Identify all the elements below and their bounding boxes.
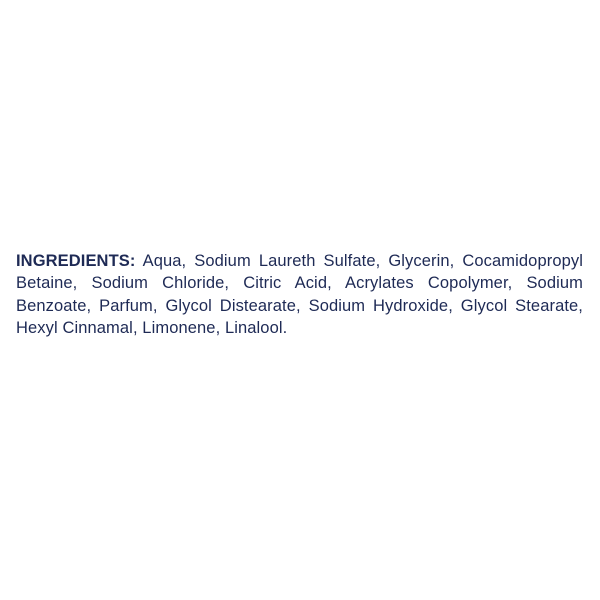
ingredients-heading: INGREDIENTS: bbox=[16, 252, 136, 270]
ingredients-text: Aqua, Sodium Laureth Sulfate, Glycerin, Cocamidopropyl Betaine, Sodium Chloride, Citric Acid, Acrylates Copolymer, Sodium Benzoate, Parfum, Glycol Distearate, Sodium Hydroxide, Glycol Stearate, Hexyl Cinnamal, Limonene, Linalool. bbox=[16, 252, 583, 337]
ingredients-paragraph bbox=[16, 250, 583, 339]
